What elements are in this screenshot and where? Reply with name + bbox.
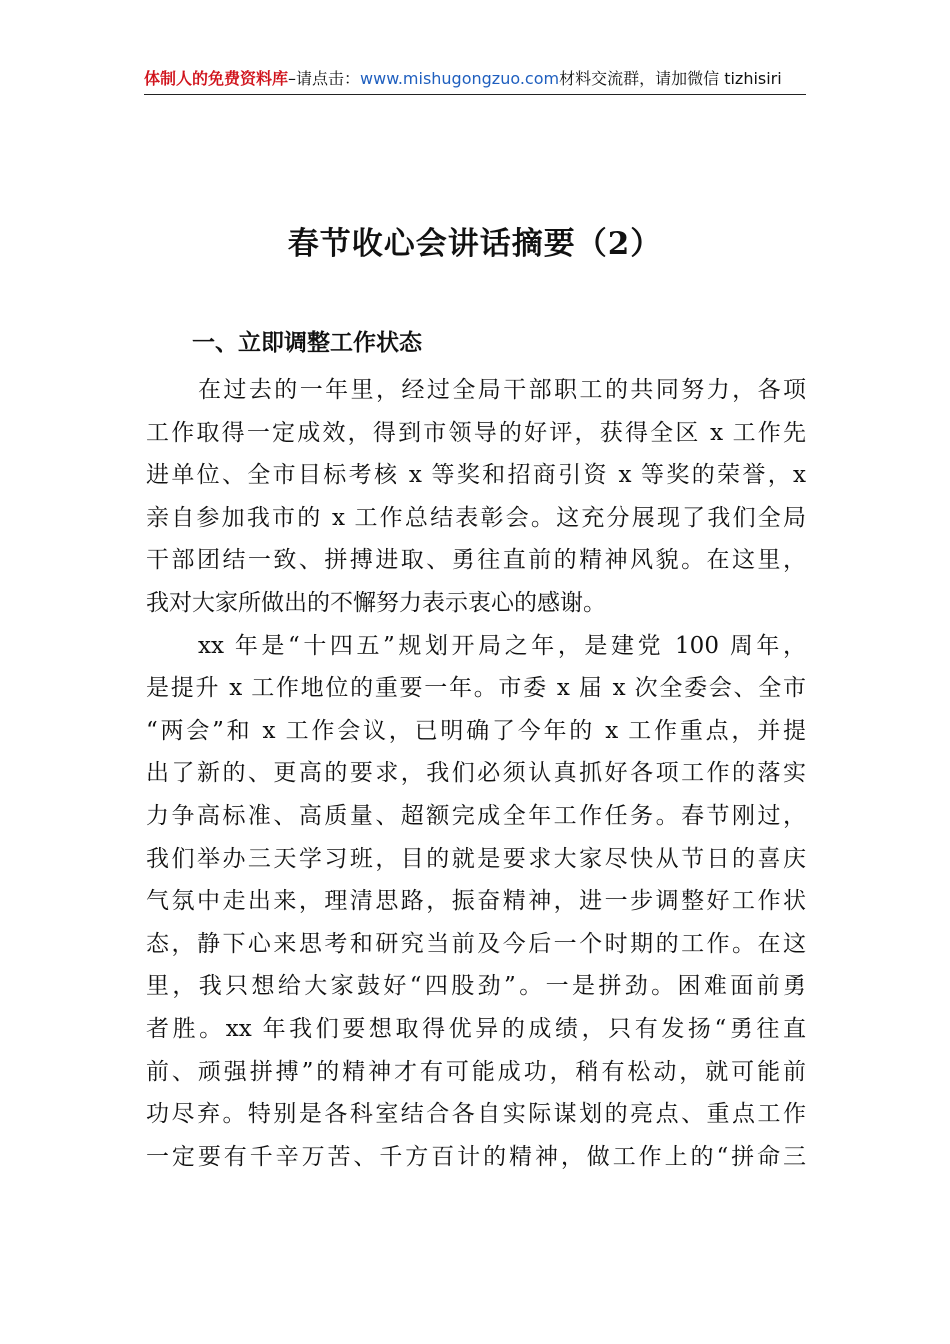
paragraph-line: 前、顽强拼搏”的精神才有可能成功，稍有松动，就可能前 — [146, 1058, 806, 1085]
paragraph-line: 力争高标准、高质量、超额完成全年工作任务。春节刚过， — [146, 802, 806, 829]
paragraph-line: 亲自参加我市的 x 工作总结表彰会。这充分展现了我们全局 — [146, 504, 806, 531]
paragraph-line: 一定要有千辛万苦、千方百计的精神，做工作上的“拼命三 — [146, 1143, 806, 1170]
paragraph-line: 态，静下心来思考和研究当前及今后一个时期的工作。在这 — [146, 930, 806, 957]
paragraph-line: 出了新的、更高的要求，我们必须认真抓好各项工作的落实 — [146, 760, 806, 787]
paragraph-line: 是提升 x 工作地位的重要一年。市委 x 届 x 次全委会、全市 — [146, 675, 806, 702]
paragraph-line: xx 年是“十四五”规划开局之年，是建党 100 周年， — [198, 632, 806, 659]
header-prompt: –请点击： — [288, 69, 361, 88]
paragraph-line: 进单位、全市目标考核 x 等奖和招商引资 x 等奖的荣誉，x — [146, 462, 806, 489]
paragraph-line: 气氛中走出来，理清思路，振奋精神，进一步调整好工作状 — [146, 888, 806, 915]
header-contact: 材料交流群，请加微信 tizhisiri — [559, 69, 782, 88]
header-brand: 体制人的免费资料库 — [144, 69, 289, 88]
paragraph-line: 在过去的一年里，经过全局干部职工的共同努力，各项 — [198, 377, 806, 403]
paragraph-line: 干部团结一致、拼搏进取、勇往直前的精神风貌。在这里， — [146, 547, 806, 574]
paragraph-line: “两会”和 x 工作会议，已明确了今年的 x 工作重点，并提 — [146, 717, 806, 744]
paragraph-line: 我们举办三天学习班，目的就是要求大家尽快从节日的喜庆 — [146, 845, 806, 872]
paragraph-line: 者胜。xx 年我们要想取得优异的成绩，只有发扬“勇往直 — [146, 1015, 806, 1042]
paragraph-line: 里，我只想给大家鼓好“四股劲”。一是拼劲。困难面前勇 — [146, 973, 806, 1000]
header-link[interactable]: www.mishugongzuo.com — [360, 69, 560, 88]
paragraph-line: 工作取得一定成效，得到市领导的好评，获得全区 x 工作先 — [146, 419, 806, 446]
page-header — [144, 66, 806, 95]
document-body — [146, 369, 806, 1178]
paragraph-line: 功尽弃。特别是各科室结合各自实际谋划的亮点、重点工作 — [146, 1101, 806, 1128]
paragraph-line: 我对大家所做出的不懈努力表示衷心的感谢。 — [146, 589, 606, 616]
section-heading: 一、立即调整工作状态 — [192, 330, 422, 356]
document-title: 春节收心会讲话摘要（2） — [287, 226, 663, 262]
